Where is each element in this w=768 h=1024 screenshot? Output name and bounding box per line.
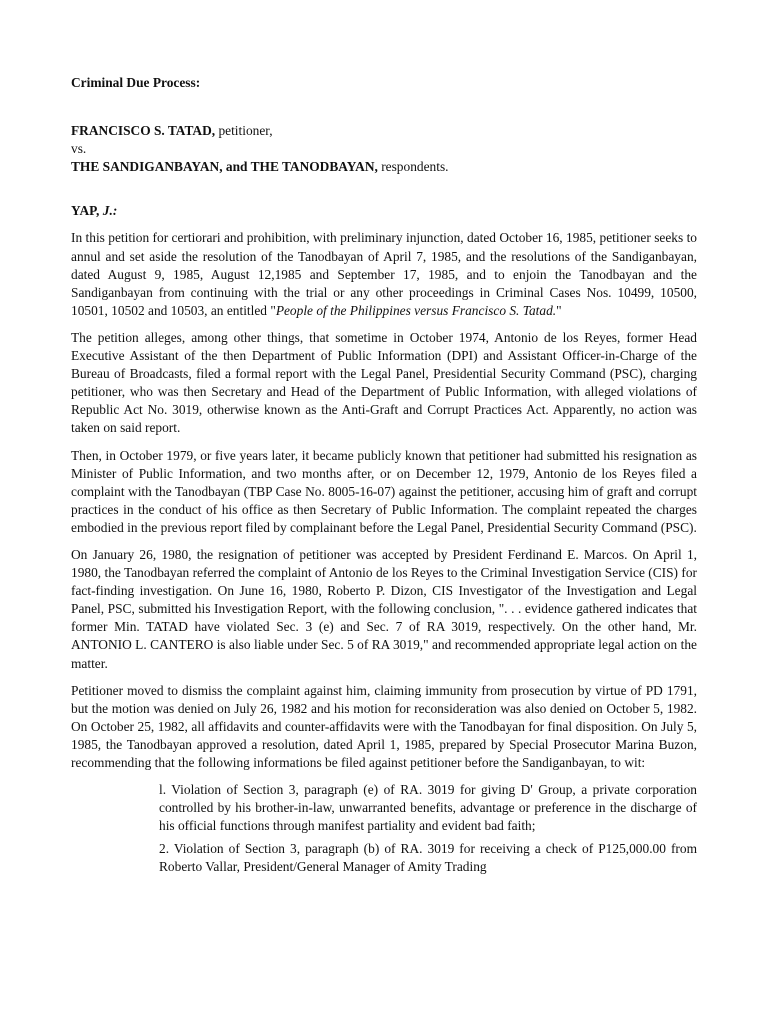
paragraph-1-text: In this petition for certiorari and prohibition, with preliminary injunction, dated October 16, 1985, petitioner seeks to annul and set aside the resolution of the Tanodbayan of April 7, 1985, and the resolutions of the Sandiganbayan, dated August 9, 1985, August 12,1985 and September 17, 1985, and to enjoin the Tanodbayan and the Sandiganbayan from continuing with the trial or any other proceedings in Criminal Cases Nos. 10499, 10500, 10501, 10502 and 10503, an entitled ": [71, 230, 697, 318]
list-item: l. Violation of Section 3, paragraph (e) of RA. 3019 for giving D' Group, a private corporation controlled by his brother-in-law, unwarranted benefits, advantage or preference in the discharge of his official functions through manifest partiality and evident bad faith;: [159, 782, 697, 834]
paragraph-1: [71, 229, 697, 319]
ponente: [71, 202, 697, 220]
petitioner-line: [71, 122, 697, 140]
paragraph-4: On January 26, 1980, the resignation of petitioner was accepted by President Ferdinand E. Marcos. On April 1, 1980, the Tanodbayan referred the complaint of Antonio de los Reyes to the Criminal Investigation Service (CIS) for fact-finding investigation. On June 16, 1980, Roberto P. Dizon, CIS Investigator of the Investigation and Legal Panel, PSC, submitted his Investigation Report, with the following conclusion, ". . . evidence gathered indicates that former Min. TATAD have violated Sec. 3 (e) and Sec. 7 of RA 3019, respectively. On the other hand, Mr. ANTONIO L. CANTERO is also liable under Sec. 5 of RA 3019," and recommended appropriate legal action on the matter.: [71, 546, 697, 671]
petitioner-role: petitioner,: [215, 123, 273, 139]
paragraph-2: The petition alleges, among other things, that sometime in October 1974, Antonio de los Reyes, former Head Executive Assistant of the then Department of Public Information (DPI) and Assistant Officer-in-Charge of the Bureau of Broadcasts, filed a formal report with the Legal Panel, Presidential Security Command (PSC), charging petitioner, who was then Secretary and Head of the Department of Public Information, with alleged violations of Republic Act No. 3019, otherwise known as the Anti-Graft and Corrupt Practices Act. Apparently, no action was taken on said report.: [71, 329, 697, 436]
petitioner-name: FRANCISCO S. TATAD,: [71, 123, 216, 139]
ponente-name: YAP,: [71, 203, 100, 219]
versus-line: vs.: [71, 141, 87, 157]
respondents-role: respondents.: [377, 159, 449, 175]
document-page: [71, 74, 697, 882]
ponente-title: J.:: [102, 203, 118, 219]
case-caption: [71, 122, 697, 176]
paragraph-3: Then, in October 1979, or five years later, it became publicly known that petitioner had submitted his resignation as Minister of Public Information, and two months after, or on December 12, 1979, Antonio de los Reyes filed a complaint with the Tanodbayan (TBP Case No. 8005-16-07) against the petitioner, accusing him of graft and corrupt practices in the conduct of his office as then Secretary of Public Information. The complaint repeated the charges embodied in the previous report filed by complainant before the Legal Panel, Presidential Security Command (PSC).: [71, 447, 697, 535]
respondents-line: [71, 158, 697, 176]
paragraph-1-end: ": [556, 302, 562, 318]
list-item: 2. Violation of Section 3, paragraph (b) of RA. 3019 for receiving a check of P125,000.00 from Roberto Vallar, President/General Manager of Amity Trading: [159, 841, 697, 875]
case-title: People of the Philippines versus Francisco S. Tatad.: [275, 302, 557, 318]
respondents-name: THE SANDIGANBAYAN, and THE TANODBAYAN,: [71, 159, 378, 175]
section-title: Criminal Due Process:: [71, 75, 201, 90]
informations-list: [159, 781, 697, 876]
paragraph-5: Petitioner moved to dismiss the complaint against him, claiming immunity from prosecution by virtue of PD 1791, but the motion was denied on July 26, 1982 and his motion for reconsideration was also denied on October 5, 1982. On October 25, 1982, all affidavits and counter-affidavits were with the Tanodbayan for final disposition. On July 5, 1985, the Tanodbayan approved a resolution, dated April 1, 1985, prepared by Special Prosecutor Marina Buzon, recommending that the following informations be filed against petitioner before the Sandiganbayan, to wit:: [71, 682, 697, 770]
